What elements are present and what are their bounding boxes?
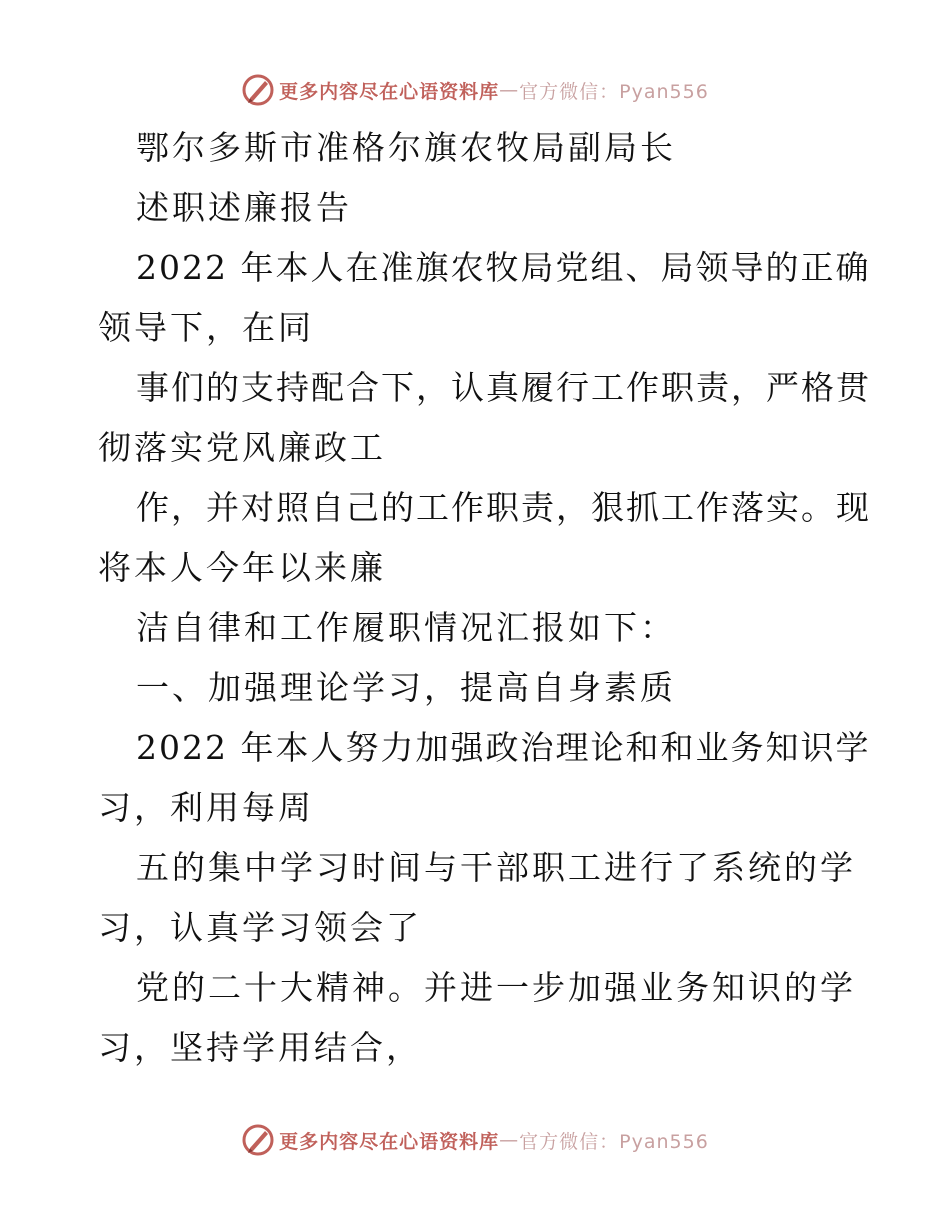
pen-logo-icon xyxy=(241,73,275,107)
watermark-main-text: 更多内容尽在心语资料库 xyxy=(279,80,500,103)
text-line: 2022 年本人在准旗农牧局党组、局领导的正确 xyxy=(136,248,871,287)
text-line: 习，坚持学用结合， xyxy=(98,1028,422,1067)
pen-logo-icon xyxy=(241,1123,275,1157)
doc-title-line-1: 鄂尔多斯市准格尔旗农牧局副局长 xyxy=(136,128,676,167)
footer-watermark xyxy=(0,1120,950,1160)
section-heading: 一、加强理论学习，提高自身素质 xyxy=(136,668,676,707)
doc-title-line-2: 述职述廉报告 xyxy=(136,188,352,227)
text-line: 事们的支持配合下，认真履行工作职责，严格贯 xyxy=(136,368,871,407)
text-line: 2022 年本人努力加强政治理论和和业务知识学 xyxy=(136,728,871,767)
text-line: 将本人今年以来廉 xyxy=(98,548,386,587)
watermark-dash: — xyxy=(499,1129,520,1151)
watermark-wechat-text: 官方微信：Pyan556 xyxy=(519,1130,709,1153)
text-line: 彻落实党风廉政工 xyxy=(98,428,386,467)
watermark-wechat-text: 官方微信：Pyan556 xyxy=(519,80,709,103)
header-watermark xyxy=(0,70,950,110)
document-body xyxy=(98,118,878,1078)
text-line: 作，并对照自己的工作职责，狠抓工作落实。现 xyxy=(136,488,871,527)
watermark-main-text: 更多内容尽在心语资料库 xyxy=(279,1130,500,1153)
text-line: 习，认真学习领会了 xyxy=(98,908,422,947)
text-line: 五的集中学习时间与干部职工进行了系统的学 xyxy=(136,848,856,887)
text-line: 习，利用每周 xyxy=(98,788,314,827)
text-line: 洁自律和工作履职情况汇报如下： xyxy=(136,608,676,647)
text-line: 领导下，在同 xyxy=(98,308,314,347)
text-line: 党的二十大精神。并进一步加强业务知识的学 xyxy=(136,968,856,1007)
watermark-dash: — xyxy=(499,79,520,101)
